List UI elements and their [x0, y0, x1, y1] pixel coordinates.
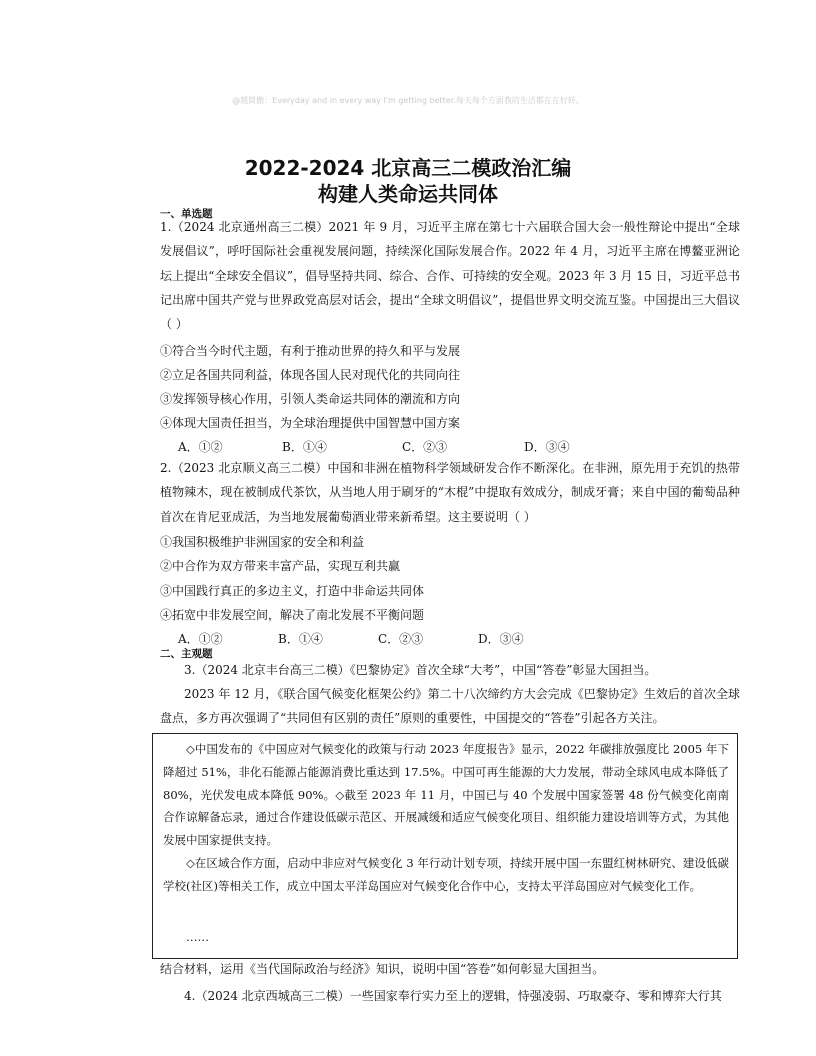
section-heading-subjective: 二、主观题 [160, 648, 213, 660]
question-1-choice-b: B．①④ [282, 440, 327, 454]
question-3-material-paragraph: 2023 年 12 月，《联合国气候变化框架公约》第二十八次缔约方大会完成《巴黎协定》生效后的首次全球盘点，多方再次强调了“共同但有区别的责任”原则的重要性，中国提交的“答卷”引起各方关注。 [160, 687, 740, 726]
material-box-paragraph-1: ◇中国发布的《中国应对气候变化的政策与行动 2023 年度报告》显示，2022 年碳排放强度比 2005 年下降超过 51%，非化石能源占能源消费比重达到 17.5%。中国可再生能源的大力发展，带动全球风电成本降低了 80%，光伏发电成本降低 90%。◇截至 2023 年 11 月，中国已与 40 个发展中国家签署 48 份气候变化南南合作谅解备忘录，通过合作建设低碳示范区、开展减缓和适应气候变化项目、组织能力建设培训等方式，为其他发展中国家提供支持。 [163, 742, 729, 848]
question-2-choice-a: A．①② [178, 632, 223, 646]
question-2-statement-1: ①我国积极维护非洲国家的安全和利益 [160, 535, 365, 549]
question-2-choice-b: B．①④ [278, 632, 323, 646]
question-2-statement-3: ③中国践行真正的多边主义，打造中非命运共同体 [160, 584, 425, 598]
question-1-statement-1: ①符合当今时代主题，有利于推动世界的持久和平与发展 [160, 344, 461, 358]
question-4-intro: 4.（2024 北京西城高三二模）一些国家奉行实力至上的逻辑，恃强凌弱、巧取豪夺、零和博弈大行其 [184, 989, 722, 1003]
question-3-intro: 3.（2024 北京丰台高三二模）《巴黎协定》首次全球“大考”，中国“答卷”彰显大国担当。 [184, 663, 657, 677]
question-2-statement-2: ②中合作为双方带来丰富产品，实现互利共赢 [160, 559, 401, 573]
question-1-choice-a: A．①② [178, 440, 223, 454]
question-1-statement-4: ④体现大国责任担当，为全球治理提供中国智慧中国方案 [160, 416, 461, 430]
question-3-prompt: 结合材料，运用《当代国际政治与经济》知识，说明中国“答卷”如何彰显大国担当。 [160, 962, 605, 976]
document-subtitle: 构建人类命运共同体 [318, 182, 498, 206]
header-watermark: @越简傲：Everyday and in every way I'm getting better.每天每个方面我的生活都在在好转。 [232, 96, 584, 105]
question-1-choice-d: D．③④ [524, 440, 570, 454]
material-box [152, 733, 738, 959]
question-2-statement-4: ④拓宽中非发展空间，解决了南北发展不平衡问题 [160, 608, 425, 622]
question-1-statement-3: ③发挥领导核心作用，引领人类命运共同体的潮流和方向 [160, 392, 461, 406]
question-1-choice-c: C．②③ [402, 440, 448, 454]
question-2-stem: 2.（2023 北京顺义高三二模）中国和非洲在植物科学领域研发合作不断深化。在非洲，原先用于充饥的热带植物辣木，现在被制成代茶饮，从当地人用于刷牙的“木棍”中提取有效成分，制成牙膏；来自中国的葡萄品种首次在肯尼亚成活，为当地发展葡萄酒业带来新希望。这主要说明（ ） [160, 461, 740, 524]
question-1-statement-2: ②立足各国共同利益，体现各国人民对现代化的共同向往 [160, 368, 461, 382]
question-2-choice-d: D．③④ [478, 632, 524, 646]
material-box-paragraph-2: ◇在区域合作方面，启动中非应对气候变化 3 年行动计划专项，持续开展中国一东盟红树林研究、建设低碳学校(社区)等相关工作，成立中国太平洋岛国应对气候变化合作中心，支持太平洋岛国应对气候变化工作。 [163, 856, 729, 893]
section-heading-single-choice: 一、单选题 [160, 208, 213, 220]
material-box-ellipsis: …… [186, 930, 209, 944]
question-1-stem: 1.（2024 北京通州高三二模）2021 年 9 月，习近平主席在第七十六届联合国大会一般性辩论中提出“全球发展倡议”，呼吁国际社会重视发展问题，持续深化国际发展合作。2022 年 4 月，习近平主席在博鳌亚洲论坛上提出“全球安全倡议”，倡导坚持共同、综合、合作、可持续的安全观。2023 年 3 月 15 日，习近平总书记出席中国共产党与世界政党高层对话会，提出“全球文明倡议”，提倡世界文明交流互鉴。中国提出三大倡议（ ） [160, 220, 740, 332]
document-title: 2022-2024 北京高三二模政治汇编 [244, 156, 572, 180]
question-2-choice-c: C．②③ [378, 632, 424, 646]
